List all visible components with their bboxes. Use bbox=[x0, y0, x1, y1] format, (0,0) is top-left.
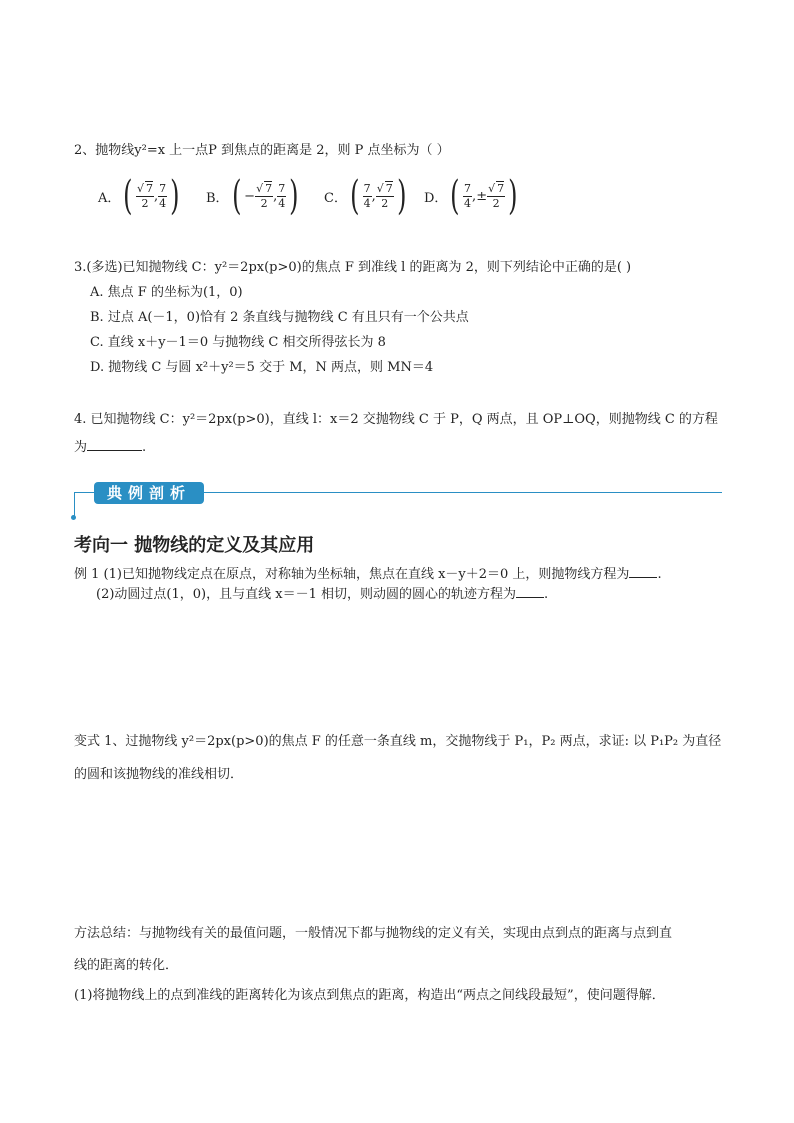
q2-option-b bbox=[206, 174, 302, 218]
example1-line2-suffix: . bbox=[543, 587, 549, 602]
denominator: 4 bbox=[363, 196, 371, 210]
q2-stem: 2、抛物线y²=x 上一点P 到焦点的距离是 2，则 P 点坐标为（ ） bbox=[74, 143, 450, 158]
method-line2: 线的距离的转化． bbox=[74, 958, 179, 973]
plus-minus-sign: ± bbox=[476, 188, 488, 204]
numerator-value: 7 bbox=[159, 181, 167, 195]
sqrt-icon: √ bbox=[376, 182, 384, 195]
q3-option-c: C. 直线 x＋y－1＝0 与抛物线 C 相交所得弦长为 8 bbox=[90, 335, 386, 350]
fraction bbox=[277, 182, 286, 211]
comma: , bbox=[472, 188, 477, 204]
fraction bbox=[363, 182, 372, 211]
denominator: 2 bbox=[492, 197, 500, 210]
sqrt-icon: √ bbox=[137, 182, 145, 195]
q4-line2-prefix: 为 bbox=[74, 440, 88, 455]
numerator bbox=[376, 181, 394, 197]
method-line3: (1)将抛物线上的点到准线的距离转化为该点到焦点的距离，构造出“两点之间线段最短”，使问题得解． bbox=[74, 988, 665, 1003]
numerator bbox=[487, 181, 505, 197]
comma: , bbox=[371, 188, 376, 204]
example1-line1-suffix: . bbox=[657, 567, 662, 582]
right-paren: ) bbox=[508, 173, 518, 219]
numerator-value: 7 bbox=[363, 181, 371, 195]
denominator: 4 bbox=[278, 196, 286, 210]
sqrt-icon: √ bbox=[488, 182, 496, 195]
radicand: 7 bbox=[146, 182, 154, 195]
sqrt-icon: √ bbox=[256, 182, 264, 195]
left-paren: ( bbox=[123, 173, 133, 219]
section-title: 考向一 抛物线的定义及其应用 bbox=[74, 535, 315, 556]
left-paren: ( bbox=[350, 173, 360, 219]
q2-option-a bbox=[98, 174, 183, 218]
variant1-line1: 变式 1、过抛物线 y²＝2px(p>0)的焦点 F 的任意一条直线 m，交抛物线于 P₁，P₂ 两点，求证: 以 P₁P₂ 为直径 bbox=[74, 734, 722, 749]
numerator bbox=[255, 181, 273, 197]
numerator bbox=[463, 182, 472, 197]
q4-line1: 4. 已知抛物线 C：y²＝2px(p>0)，直线 l：x＝2 交抛物线 C 于 P，Q 两点，且 OP⊥OQ，则抛物线 C 的方程 bbox=[74, 412, 718, 427]
fraction bbox=[376, 181, 394, 211]
example1-blank-2 bbox=[516, 584, 544, 598]
denominator: 2 bbox=[381, 197, 389, 210]
option-letter: D． bbox=[424, 190, 448, 206]
radicand: 7 bbox=[497, 182, 505, 195]
fraction bbox=[136, 181, 154, 211]
option-letter: C． bbox=[324, 190, 347, 206]
denominator: 4 bbox=[159, 196, 167, 210]
fraction bbox=[487, 181, 505, 211]
example1-line2-text: (2)动圆过点(1，0)，且与直线 x＝－1 相切，则动圆的圆心的轨迹方程为 bbox=[96, 587, 516, 602]
denominator: 4 bbox=[464, 196, 472, 210]
denominator: 2 bbox=[141, 197, 149, 210]
q4-line2 bbox=[74, 437, 146, 457]
option-letter: A． bbox=[98, 190, 121, 206]
denominator: 2 bbox=[260, 197, 268, 210]
q4-line2-suffix: . bbox=[142, 440, 147, 455]
q4-answer-blank bbox=[87, 437, 142, 451]
banner-title: 典例剖析 bbox=[94, 482, 204, 504]
method-line1: 方法总结：与抛物线有关的最值问题，一般情况下都与抛物线的定义有关，实现由点到点的距离与点到直 bbox=[74, 926, 673, 941]
example1-blank-1 bbox=[629, 564, 657, 578]
radicand: 7 bbox=[385, 182, 393, 195]
comma: , bbox=[154, 188, 159, 204]
numerator bbox=[136, 181, 154, 197]
q3-option-d: D. 抛物线 C 与圆 x²＋y²＝5 交于 M，N 两点，则 MN＝4 bbox=[90, 360, 434, 375]
right-paren: ) bbox=[289, 173, 299, 219]
example1-line2 bbox=[96, 584, 548, 604]
numerator-value: 7 bbox=[464, 181, 472, 195]
left-paren: ( bbox=[450, 173, 460, 219]
numerator bbox=[277, 182, 286, 197]
fraction bbox=[255, 181, 273, 211]
q2-option-c bbox=[324, 174, 409, 218]
left-paren: ( bbox=[231, 173, 242, 219]
comma: , bbox=[273, 188, 278, 204]
numerator bbox=[158, 182, 167, 197]
numerator-value: 7 bbox=[278, 181, 286, 195]
banner-dot bbox=[71, 515, 76, 520]
q3-stem: 3.(多选)已知抛物线 C：y²＝2px(p>0)的焦点 F 到准线 l 的距离为 2，则下列结论中正确的是( ) bbox=[74, 260, 632, 275]
q2-option-d bbox=[424, 174, 521, 218]
example1-line1-text: 例 1 (1)已知抛物线定点在原点，对称轴为坐标轴，焦点在直线 x－y＋2＝0 上，则抛物线方程为 bbox=[74, 567, 630, 582]
radicand: 7 bbox=[265, 182, 273, 195]
option-letter: B． bbox=[206, 190, 229, 206]
right-paren: ) bbox=[396, 173, 407, 219]
example1-line1 bbox=[74, 564, 662, 584]
fraction bbox=[158, 182, 167, 211]
minus-sign: − bbox=[244, 188, 256, 204]
numerator bbox=[363, 182, 372, 197]
q3-option-a: A. 焦点 F 的坐标为(1，0) bbox=[90, 285, 243, 300]
right-paren: ) bbox=[170, 173, 180, 219]
variant1-line2: 的圆和该抛物线的准线相切． bbox=[74, 767, 244, 782]
fraction bbox=[463, 182, 472, 211]
q3-option-b: B. 过点 A(－1，0)恰有 2 条直线与抛物线 C 有且只有一个公共点 bbox=[90, 310, 469, 325]
